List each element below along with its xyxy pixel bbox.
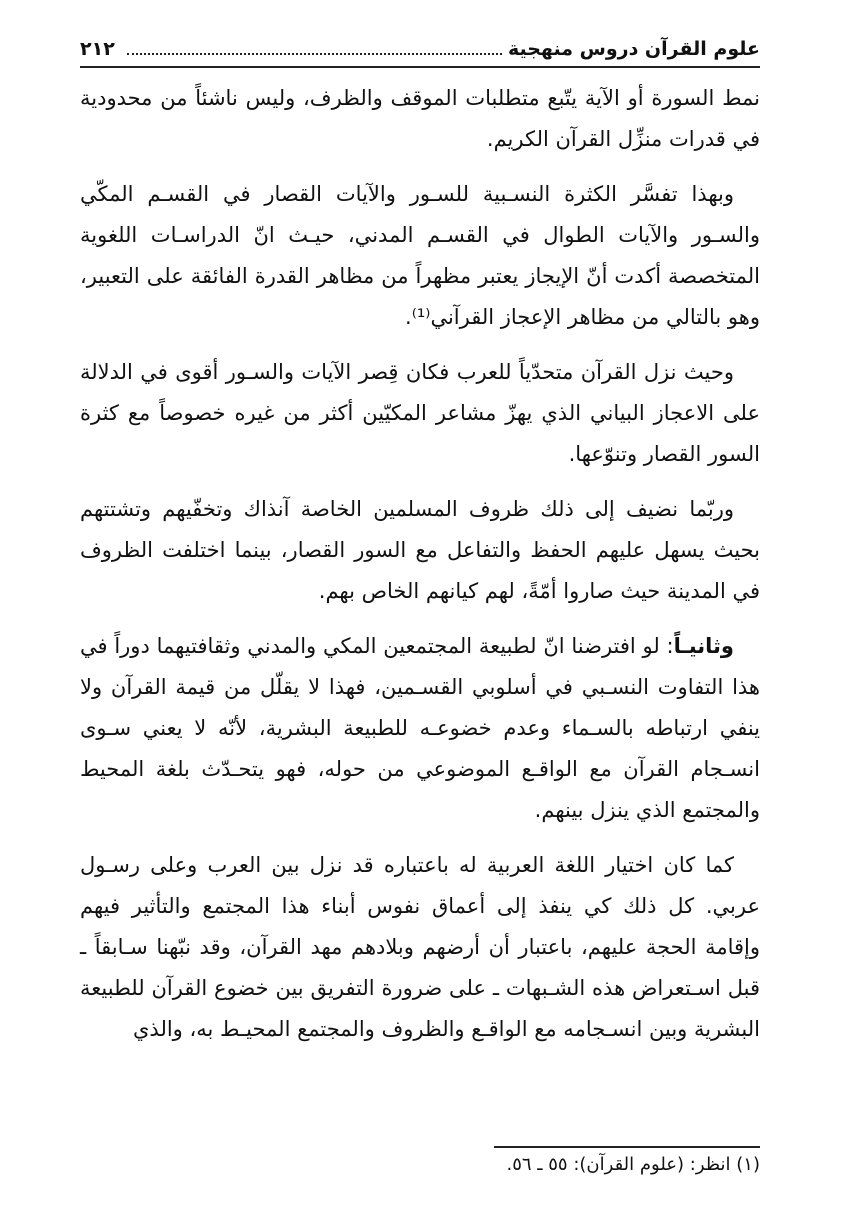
paragraph-6: كما كان اختيار اللغة العربية له باعتباره قد نزل بين العرب وعلى رسـول عربي. كل ذلك كي ينفذ إلى أعماق نفوس أبناء هذا المجتمع والتأثير فيهم وإقامة الحجة عليهم، باعتبار أن أرضهم وبلادهم مهد القرآن، وقد نبّهنا سـابقاً ـ قبل اسـتعراض هذه الشـبهات ـ على ضرورة التفريق بين خضوع القرآن للطبيعة البشرية وبين انسـجامه مع الواقـع والظروف والمجتمع المحيـط به، والذي — [80, 853, 760, 1041]
footnote: (١) انظر: (علوم القرآن): ٥٥ ـ ٥٦. — [506, 1154, 760, 1175]
paragraph-5-lead: وثانيـاً — [673, 634, 734, 658]
running-header — [80, 30, 760, 64]
running-title: علوم القرآن دروس منهجية — [507, 38, 760, 60]
paragraph-2: وبهذا تفسَّر الكثرة النسـبية للسـور والآيات القصار في القسـم المكّي والسـور والآيات الطوال في القسـم المدني، حيـث انّ الدراسـات اللغوية المتخصصة أكدت أنّ الإيجاز يعتبر مظهراً من مظاهر القدرة الفائقة على التعبير، وهو بالتالي من مظاهر الإعجاز القرآني⁽¹⁾. — [80, 182, 760, 329]
paragraph-4: وربّما نضيف إلى ذلك ظروف المسلمين الخاصة آنذاك وتخفّيهم وتشتتهم بحيث يسهل عليهم الحفظ والتفاعل مع السور القصار، بينما اختلفت الظروف في المدينة حيث صاروا أمّةً، لهم كيانهم الخاص بهم. — [80, 497, 760, 603]
header-rule — [80, 66, 760, 68]
paragraph-5-body: : لو افترضنا انّ لطبيعة المجتمعين المكي والمدني وثقافتيهما دوراً في هذا التفاوت النسـبي في أسلوبي القسـمين، فهذا لا يقلّل من قيمة القرآن ولا ينفي ارتباطه بالسـماء وعدم خضوعـه للطبيعة البشرية، لأنّه لا يعني سـوى انسـجام القرآن مع الواقـع الموضوعي من حوله، فهو يتحـدّث بلغة المحيط والمجتمع الذي ينزل بينهم. — [80, 634, 760, 822]
paragraph-3: وحيث نزل القرآن متحدّياً للعرب فكان قِصر الآيات والسـور أقوى في الدلالة على الاعجاز البياني الذي يهزّ مشاعر المكيّين أكثر من غيره خصوصاً مع كثرة السور القصار وتنوّعها. — [80, 360, 760, 466]
body-text — [80, 78, 760, 1064]
dotted-leader — [127, 52, 502, 55]
paragraph-1: نمط السورة أو الآية يتّبع متطلبات الموقف والظرف، وليس ناشئاً من محدودية في قدرات منزِّل القرآن الكريم. — [80, 86, 760, 151]
paragraph-5 — [80, 626, 760, 831]
page-number: ٢١٢ — [80, 38, 115, 60]
footnote-rule — [494, 1146, 760, 1148]
